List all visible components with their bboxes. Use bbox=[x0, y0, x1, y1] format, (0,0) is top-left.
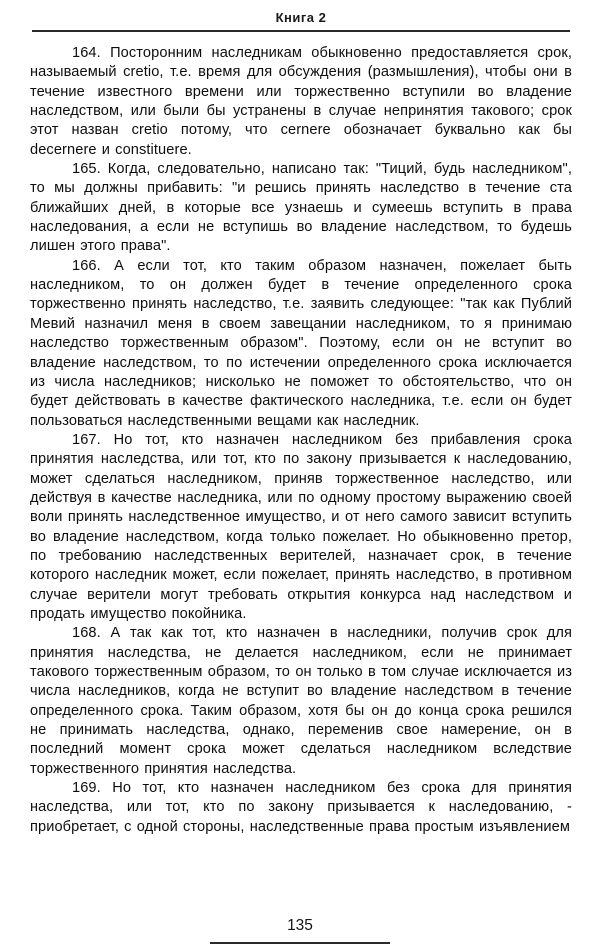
paragraph-168: 168. А так как тот, кто назначен в наследники, получив срок для принятия наследства, не делается наследником, если не принимает такового торжественным образом, то он только в том случае исключается из числа наследников, когда не вступит во владение наследством в течение определенного срока. Таким образом, хотя бы он до конца срока решился не принимать наследства, однако, переменив свое намерение, он в последний момент срока может сделаться наследником вследствие торжественного принятия наследства. bbox=[30, 625, 572, 777]
paragraph-169: 169. Но тот, кто назначен наследником без срока для принятия наследства, или тот, кто по закону призывается к наследованию, - приобретает, с одной стороны, наследственные права простым изъявлением bbox=[30, 780, 572, 835]
page-footer bbox=[0, 917, 600, 944]
book-title: Книга 2 bbox=[275, 10, 327, 25]
page-header bbox=[30, 10, 572, 32]
header-rule bbox=[32, 30, 570, 32]
page-body bbox=[30, 44, 572, 837]
footer-rule bbox=[210, 942, 390, 944]
page-number: 135 bbox=[287, 917, 313, 934]
paragraph-165: 165. Когда, следовательно, написано так: "Тиций, будь наследником", то мы должны прибавить: "и решись принять наследство в течение ста ближайших дней, в которые все узнаешь и сумеешь вступить в права наследования, а если не вступишь во владение наследством, то будешь лишен этого права". bbox=[30, 161, 572, 255]
paragraph-167: 167. Но тот, кто назначен наследником без прибавления срока принятия наследства, или тот, кто по закону призывается к наследованию, может сделаться наследником, приняв торжественное наследство, или действуя в качестве наследника, или по одному простому выражению своей воли принять наследственное имущество, и от него самого зависит вступить во владение наследством, когда только пожелает. Но обыкновенно претор, по требованию наследственных верителей, назначает срок, в течение которого наследник может, если пожелает, принять наследство, в противном случае верители могут требовать открытия конкурса над наследством и продать имущество покойника. bbox=[30, 431, 572, 622]
paragraph-164: 164. Посторонним наследникам обыкновенно предоставляется срок, называемый cretio, т.е. время для обсуждения (размышления), чтобы они в течение известного времени или торжественно вступили во владение наследством, или были бы устранены в случае непринятия такового; срок этот назван cretio потому, что cernere обозначает буквально как бы decernere и constituere. bbox=[30, 45, 572, 158]
paragraph-166: 166. А если тот, кто таким образом назначен, пожелает быть наследником, то он должен будет в течение определенного срока торжественно принять наследство, т.е. заявить следующее: "так как Публий Мевий назначил меня в своем завещании наследником, то я принимаю наследство торжественным образом". Поэтому, если он не вступит во владение наследством, то по истечении определенного срока исключается из числа наследников; нисколько не поможет то обстоятельство, что он будет действовать в качестве фактического наследника, т.е. если он будет пользоваться наследственными вещами как наследник. bbox=[30, 257, 572, 429]
